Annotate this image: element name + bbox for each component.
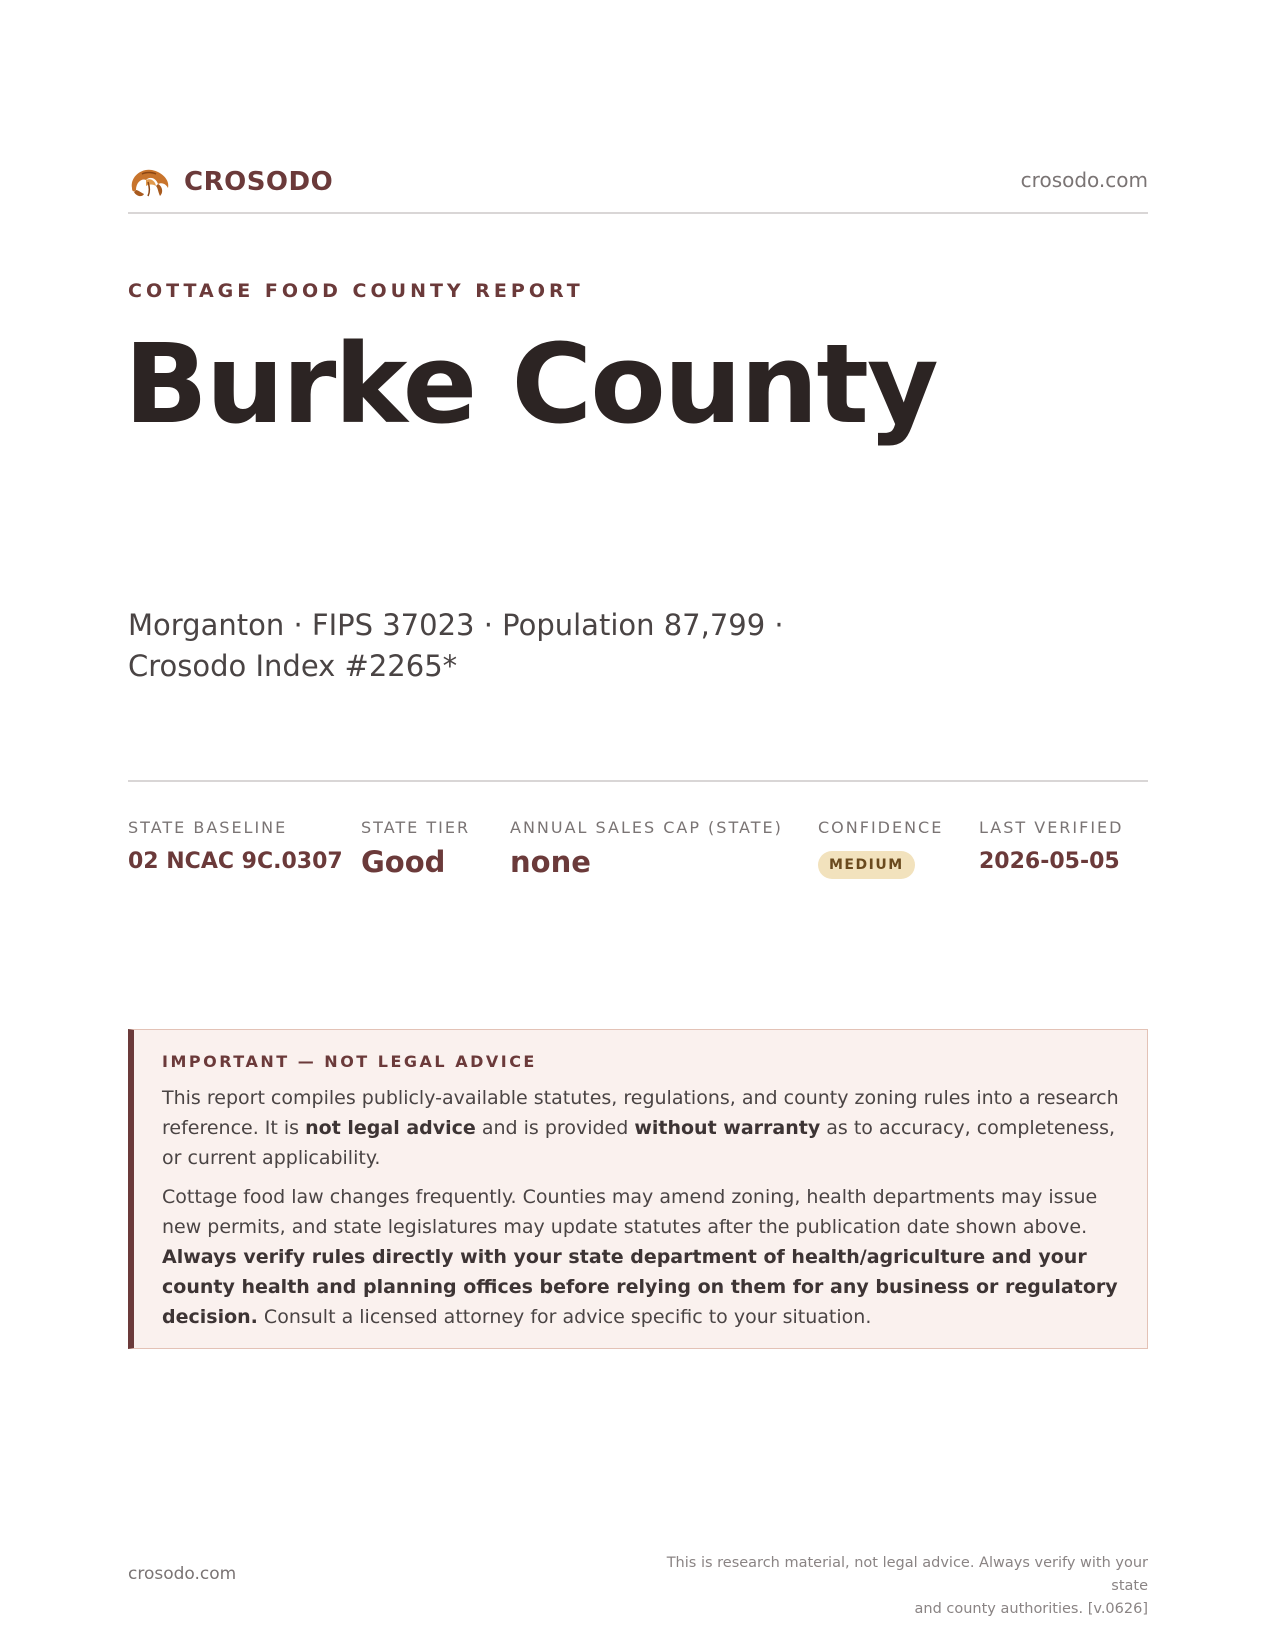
stat-last-verified bbox=[979, 818, 1123, 874]
brand-name: CROSODO bbox=[184, 167, 334, 197]
stat-label: ANNUAL SALES CAP (STATE) bbox=[510, 818, 783, 837]
page-title: Burke County bbox=[124, 320, 937, 448]
report-page bbox=[124, 0, 1148, 1650]
croissant-icon bbox=[128, 162, 172, 202]
footer-disclaimer-line: This is research material, not legal advice. Always verify with your state bbox=[666, 1555, 1148, 1594]
footer-site[interactable]: crosodo.com bbox=[128, 1564, 237, 1584]
stat-label: STATE TIER bbox=[361, 818, 471, 837]
stat-value: 02 NCAC 9C.0307 bbox=[128, 849, 343, 874]
stat-label: STATE BASELINE bbox=[128, 818, 288, 837]
notice-paragraph: This report compiles publicly-available statutes, regulations, and county zoning rules into a research reference. It is not legal advice and is provided without warranty as to accuracy, completeness, or current applicability. bbox=[162, 1087, 1119, 1169]
footer-disclaimer bbox=[628, 1552, 1148, 1621]
stat-value: 2026-05-05 bbox=[979, 849, 1120, 874]
stat-sales-cap bbox=[510, 818, 783, 879]
brand bbox=[128, 162, 333, 202]
stat-confidence bbox=[818, 818, 943, 879]
stat-label: CONFIDENCE bbox=[818, 818, 944, 837]
stat-value: Good bbox=[361, 845, 446, 879]
footer-disclaimer-line: and county authorities. [v.0626] bbox=[914, 1601, 1148, 1617]
site-url[interactable]: crosodo.com bbox=[1020, 168, 1148, 192]
report-eyebrow: COTTAGE FOOD COUNTY REPORT bbox=[128, 280, 584, 302]
confidence-badge: MEDIUM bbox=[818, 851, 915, 879]
stats-divider bbox=[128, 780, 1148, 782]
stat-state-tier bbox=[361, 818, 470, 879]
stat-label: LAST VERIFIED bbox=[979, 818, 1124, 837]
stat-value: none bbox=[510, 845, 591, 879]
page-header bbox=[128, 156, 1148, 214]
county-summary: Morganton · FIPS 37023 · Population 87,799 · Crosodo Index #2265* bbox=[128, 608, 784, 683]
notice-title: IMPORTANT — NOT LEGAL ADVICE bbox=[162, 1052, 537, 1071]
stat-state-baseline bbox=[128, 818, 343, 874]
notice-paragraph: Cottage food law changes frequently. Counties may amend zoning, health departments may issue new permits, and state legislatures may update statutes after the publication date shown above. Always verify rules directly with your state department of health/agriculture and your county health and planning offices before relying on them for any business or regulatory decision. Consult a licensed attorney for advice specific to your situation. bbox=[162, 1186, 1118, 1328]
legal-notice bbox=[128, 1029, 1148, 1349]
